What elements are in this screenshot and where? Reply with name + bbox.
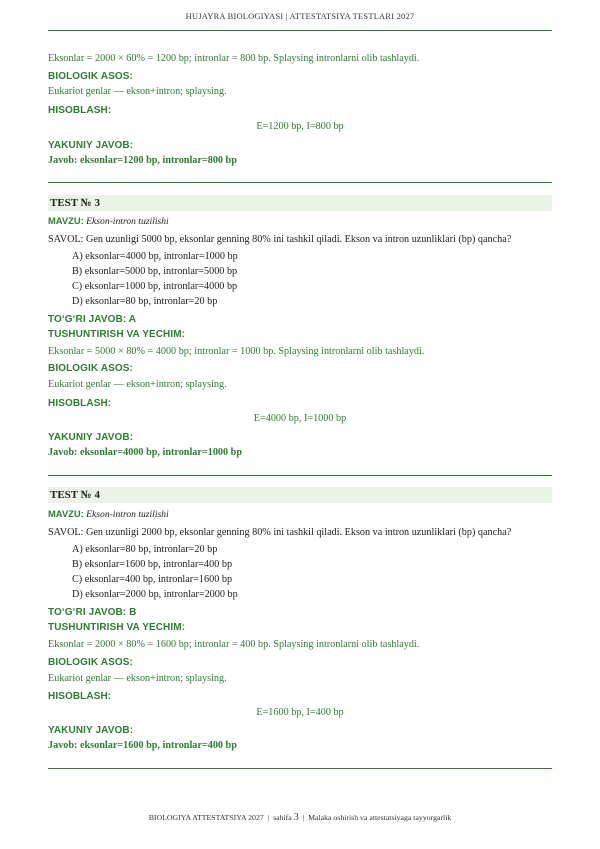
test-4-question: SAVOL: Gen uzunligi 2000 bp, eksonlar genning 80% ini tashkil qiladi. Ekson va intron uzunliklari (bp) qancha?: [48, 527, 512, 538]
test-4-topic-text: Ekson-intron tuzilishi: [86, 509, 169, 520]
test-4-header: [48, 487, 552, 503]
test-3-basis-label: BIOLOGIK ASOS:: [48, 363, 133, 374]
section-divider: [48, 475, 552, 476]
test-4-final-label: YAKUNIY JAVOB:: [48, 725, 134, 736]
test-3-explain-label: TUSHUNTIRISH VA YECHIM:: [48, 329, 186, 340]
test-3-calc-formula: E=4000 bp, I=1000 bp: [253, 413, 347, 424]
test-3-title: TEST № 3: [50, 197, 100, 209]
test-3-topic: [48, 215, 169, 228]
test-3-basis-text: Eukariot genlar — ekson+intron; splaysing.: [48, 379, 227, 390]
test-4-final-answer: Javob: eksonlar=1600 bp, intronlar=400 bp: [48, 740, 237, 751]
test-3-topic-text: Ekson-intron tuzilishi: [86, 216, 169, 227]
test-4-option-c: C) eksonlar=400 bp, intronlar=1600 bp: [72, 574, 233, 585]
carryover-basis-text: Eukariot genlar — ekson+intron; splaysing.: [48, 86, 227, 97]
section-divider: [48, 768, 552, 769]
page-number: 3: [293, 812, 299, 823]
test-4-explain-label: TUSHUNTIRISH VA YECHIM:: [48, 622, 186, 633]
page-footer: [48, 812, 552, 823]
test-4-topic: [48, 508, 169, 521]
test-4-topic-label: MAVZU:: [48, 508, 84, 519]
carryover-calc-label: HISOBLASH:: [48, 105, 112, 116]
test-4-option-b: B) eksonlar=1600 bp, intronlar=400 bp: [72, 559, 233, 570]
test-3-option-c: C) eksonlar=1000 bp, intronlar=4000 bp: [72, 281, 238, 292]
test-4-correct-answer: TO‘G‘RI JAVOB: B: [48, 607, 137, 618]
test-3-option-b: B) eksonlar=5000 bp, intronlar=5000 bp: [72, 266, 238, 277]
section-divider: [48, 182, 552, 183]
test-3-calc-label: HISOBLASH:: [48, 398, 112, 409]
footer-separator: |: [302, 813, 305, 822]
test-4-title: TEST № 4: [50, 489, 100, 501]
test-3-final-answer: Javob: eksonlar=4000 bp, intronlar=1000 bp: [48, 447, 242, 458]
footer-right: Malaka oshirish va attestatsiyaga tayyorgarlik: [308, 813, 452, 822]
test-4-calc-label: HISOBLASH:: [48, 691, 112, 702]
carryover-final-answer: Javob: eksonlar=1200 bp, intronlar=800 bp: [48, 155, 237, 166]
carryover-calc-formula: E=1200 bp, I=800 bp: [256, 121, 344, 132]
test-3-header: [48, 195, 552, 211]
test-4-explanation: Eksonlar = 2000 × 80% = 1600 bp; intronlar = 400 bp. Splaysing intronlarni olib tashlaydi.: [48, 639, 420, 650]
test-3-option-d: D) eksonlar=80 bp, intronlar=20 bp: [72, 296, 218, 307]
test-4-basis-text: Eukariot genlar — ekson+intron; splaysing.: [48, 673, 227, 684]
test-4-basis-label: BIOLOGIK ASOS:: [48, 657, 133, 668]
test-3-topic-label: MAVZU:: [48, 215, 84, 226]
footer-separator: |: [267, 813, 270, 822]
test-4-option-d: D) eksonlar=2000 bp, intronlar=2000 bp: [72, 589, 238, 600]
test-3-question: SAVOL: Gen uzunligi 5000 bp, eksonlar genning 80% ini tashkil qiladi. Ekson va intron uzunliklari (bp) qancha?: [48, 234, 512, 245]
carryover-explanation: Eksonlar = 2000 × 60% = 1200 bp; intronlar = 800 bp. Splaysing intronlarni olib tashlaydi.: [48, 53, 420, 64]
footer-left: BIOLOGIYA ATTESTATSIYA 2027: [148, 813, 264, 822]
footer-page-prefix: sahifa: [273, 813, 292, 822]
carryover-final-label: YAKUNIY JAVOB:: [48, 140, 134, 151]
test-3-correct-answer: TO‘G‘RI JAVOB: A: [48, 314, 137, 325]
test-3-option-a: A) eksonlar=4000 bp, intronlar=1000 bp: [72, 251, 238, 262]
test-3-final-label: YAKUNIY JAVOB:: [48, 432, 134, 443]
carryover-basis-label: BIOLOGIK ASOS:: [48, 71, 133, 82]
running-header: HUJAYRA BIOLOGIYASI | ATTESTATSIYA TESTLARI 2027: [185, 12, 415, 21]
header-divider: [48, 30, 552, 31]
test-3-explanation: Eksonlar = 5000 × 80% = 4000 bp; intronlar = 1000 bp. Splaysing intronlarni olib tashlaydi.: [48, 346, 425, 357]
test-4-option-a: A) eksonlar=80 bp, intronlar=20 bp: [72, 544, 218, 555]
test-4-calc-formula: E=1600 bp, I=400 bp: [256, 707, 344, 718]
